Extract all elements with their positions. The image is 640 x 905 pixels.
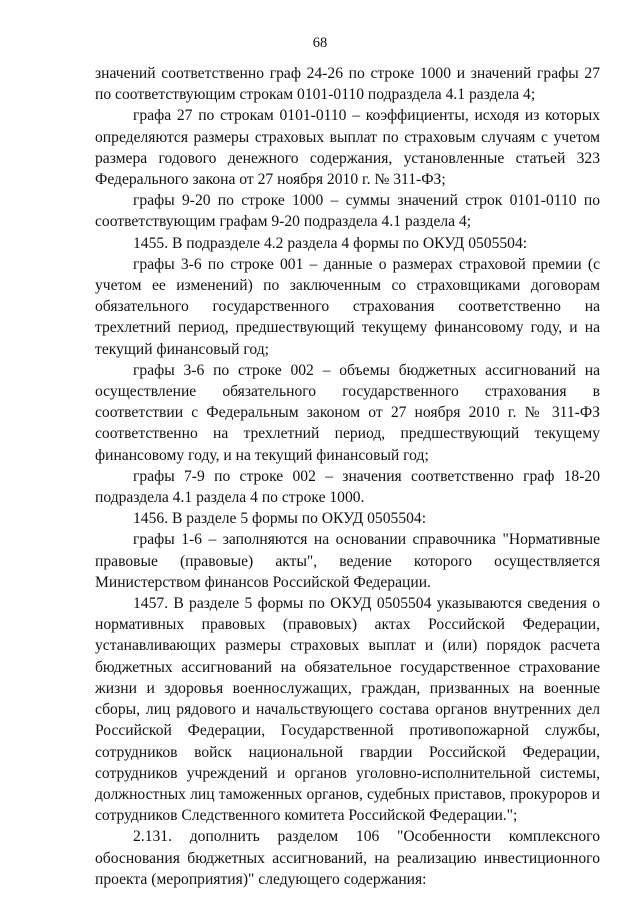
paragraph-1: значений соответственно граф 24-26 по строке 1000 и значений графы 27 по соответствующим строкам 0101-0110 подраздела 4.1 раздела 4; — [95, 65, 600, 104]
paragraph-7: графы 7-9 по строке 002 – значения соответственно граф 18-20 подраздела 4.1 раздела 4 по строке 1000. — [95, 467, 600, 507]
paragraph-2: графа 27 по строкам 0101-0110 – коэффициенты, исходя из которых определяются размеры страховых выплат по страховым случаям с учетом размера годового денежного содержания, установленные статьей 323 Федерального закона от 27 ноября 2010 г. № 311-ФЗ; — [95, 107, 600, 189]
paragraph-11: 2.131. дополнить разделом 106 "Особенности комплексного обоснования бюджетных ассигнований, на реализацию инвестиционного проекта (мероприятия)" следующего содержания: — [95, 828, 600, 888]
paragraph-6: графы 3-6 по строке 002 – объемы бюджетных ассигнований на осуществление обязательного государственного страхования в соответствии с Федеральным законом от 27 ноября 2010 г. № 311-ФЗ соответственно на трехлетний период, предшествующий текущему финансовому году, и на текущий финансовый год; — [95, 361, 600, 464]
page-number: 68 — [312, 35, 328, 51]
paragraph-3: графы 9-20 по строке 1000 – суммы значений строк 0101-0110 по соответствующим графам 9-20 подраздела 4.1 раздела 4; — [95, 192, 600, 231]
document-body — [95, 63, 600, 890]
paragraph-10: 1457. В разделе 5 формы по ОКУД 0505504 указываются сведения о нормативных правовых (правовых) актах Российской Федерации, устанавливающих размеры страховых выплат и (или) порядок расчета бюджетных ассигнований на обязательное государственное страхование жизни и здоровья военнослужащих, граждан, призванных на военные сборы, лиц рядового и начальствующего состава органов внутренних дел Российской Федерации, Государственной противопожарной службы, сотрудников войск национальной гвардии Российской Федерации, сотрудников учреждений и органов уголовно-исполнительной системы, должностных лиц таможенных органов, судебных приставов, прокуроров и сотрудников Следственного комитета Российской Федерации."; — [95, 595, 600, 825]
paragraph-4: 1455. В подразделе 4.2 раздела 4 формы по ОКУД 0505504: — [133, 234, 528, 252]
paragraph-8: 1456. В разделе 5 формы по ОКУД 0505504: — [133, 510, 427, 528]
paragraph-9: графы 1-6 – заполняются на основании справочника "Нормативные правовые (правовые) акты", ведение которого осуществляется Министерством финансов Российской Федерации. — [95, 531, 600, 591]
paragraph-5: графы 3-6 по строке 001 – данные о размерах страховой премии (с учетом ее изменений) по заключенным со страховщиками договорам обязательного государственного страхования соответственно на трехлетний период, предшествующий текущему финансовому году, и на текущий финансовый год; — [95, 255, 600, 358]
